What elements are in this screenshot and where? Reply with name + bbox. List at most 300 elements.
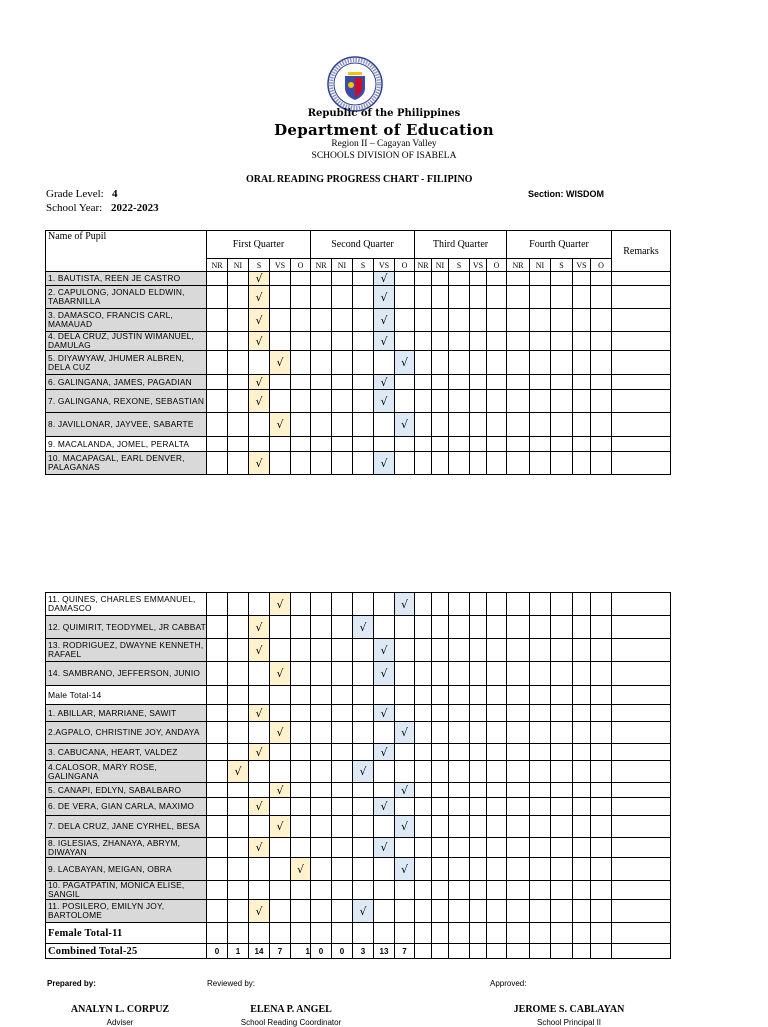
level-cell: [507, 639, 530, 662]
level-cell: [395, 744, 415, 761]
total-value: [591, 944, 612, 959]
level-cell: [332, 375, 353, 390]
level-cell: [207, 686, 228, 705]
check-mark: √: [228, 761, 249, 783]
level-cell: [207, 286, 228, 309]
check-mark: √: [270, 593, 291, 616]
level-cell: [530, 705, 551, 722]
level-cell: [395, 616, 415, 639]
check-mark: √: [270, 816, 291, 838]
level-cell: [507, 686, 530, 705]
level-cell: [374, 761, 395, 783]
level-cell: [449, 881, 470, 900]
level-cell: [249, 686, 270, 705]
pupil-name: 8. JAVILLONAR, JAYVEE, SABARTE: [46, 413, 207, 437]
level-cell: [507, 272, 530, 286]
remarks-cell: [612, 452, 671, 475]
table-row: [46, 413, 671, 437]
total-value: [487, 944, 507, 959]
check-mark: √: [270, 722, 291, 744]
level-cell: [395, 881, 415, 900]
level-cell: [591, 900, 612, 923]
level-cell: [432, 744, 449, 761]
level-cell: [591, 881, 612, 900]
table-row: [46, 286, 671, 309]
level-cell: [487, 639, 507, 662]
level-cell: [432, 798, 449, 816]
level-cell: [311, 816, 332, 838]
level-cell: [507, 309, 530, 332]
level-cell: [449, 900, 470, 923]
level-cell: [507, 783, 530, 798]
remarks-cell: [612, 705, 671, 722]
level-cell: [530, 816, 551, 838]
remarks-cell: [612, 722, 671, 744]
check-mark: √: [374, 639, 395, 662]
level-cell: [415, 858, 432, 881]
level-cell: [449, 616, 470, 639]
pupil-name: 11. QUINES, CHARLES EMMANUEL, DAMASCO: [46, 593, 207, 616]
level-cell: [487, 783, 507, 798]
level-cell: [591, 639, 612, 662]
table-row: [46, 686, 671, 705]
pupil-name: 8. IGLESIAS, ZHANAYA, ABRYM, DIWAYAN: [46, 838, 207, 858]
check-mark: √: [270, 351, 291, 375]
level-cell: [353, 798, 374, 816]
level-cell: [249, 816, 270, 838]
level-cell: [332, 705, 353, 722]
check-mark: √: [374, 390, 395, 413]
level-cell: [591, 452, 612, 475]
level-cell: [449, 272, 470, 286]
level-cell: [551, 639, 573, 662]
level-cell: [487, 272, 507, 286]
remarks-cell: [612, 413, 671, 437]
level-cell: [311, 798, 332, 816]
check-mark: √: [249, 639, 270, 662]
level-cell: [228, 593, 249, 616]
level-cell: [270, 639, 291, 662]
level-cell: [353, 705, 374, 722]
level-cell: [353, 783, 374, 798]
level-cell: [207, 593, 228, 616]
level-cell: [487, 413, 507, 437]
level-cell: [270, 437, 291, 452]
level-cell: [432, 923, 449, 944]
level-cell: [591, 705, 612, 722]
prepared-name: ANALYN L. CORPUZ: [70, 1004, 170, 1015]
level-cell: [415, 452, 432, 475]
level-cell: [207, 272, 228, 286]
level-cell: [573, 390, 591, 413]
remarks-cell: [612, 838, 671, 858]
level-cell: [573, 838, 591, 858]
level-cell: [332, 452, 353, 475]
level-cell: [374, 437, 395, 452]
level-cell: [507, 390, 530, 413]
check-mark: √: [374, 375, 395, 390]
level-cell: [353, 838, 374, 858]
remarks-cell: [612, 761, 671, 783]
level-cell: [207, 390, 228, 413]
pupil-name: 1. BAUTISTA, REEN JE CASTRO: [46, 272, 207, 286]
level-header: NR: [507, 259, 530, 272]
school-year-label: School Year:: [46, 202, 103, 214]
level-cell: [353, 662, 374, 686]
level-cell: [249, 881, 270, 900]
remarks-cell: [612, 662, 671, 686]
level-cell: [395, 437, 415, 452]
level-cell: [415, 923, 432, 944]
level-cell: [507, 858, 530, 881]
table-row: [46, 616, 671, 639]
level-cell: [207, 816, 228, 838]
table-row: [46, 744, 671, 761]
level-cell: [374, 351, 395, 375]
level-cell: [507, 816, 530, 838]
level-cell: [332, 593, 353, 616]
level-cell: [573, 881, 591, 900]
level-cell: [207, 744, 228, 761]
level-cell: [395, 923, 415, 944]
department-line: Department of Education: [274, 121, 494, 139]
level-cell: [374, 593, 395, 616]
check-mark: √: [395, 816, 415, 838]
table-row: [46, 798, 671, 816]
level-cell: [291, 286, 311, 309]
check-mark: √: [374, 332, 395, 351]
table-row: [46, 332, 671, 351]
level-cell: [591, 437, 612, 452]
division-line: SCHOOLS DIVISION OF ISABELA: [311, 151, 457, 161]
level-cell: [551, 390, 573, 413]
level-cell: [374, 900, 395, 923]
pupil-name: 14. SAMBRANO, JEFFERSON, JUNIO: [46, 662, 207, 686]
level-cell: [353, 452, 374, 475]
level-header: NI: [228, 259, 249, 272]
level-cell: [530, 351, 551, 375]
level-header: VS: [573, 259, 591, 272]
check-mark: √: [270, 413, 291, 437]
level-cell: [374, 722, 395, 744]
level-cell: [207, 309, 228, 332]
level-cell: [249, 351, 270, 375]
level-cell: [228, 923, 249, 944]
level-cell: [530, 375, 551, 390]
level-cell: [591, 272, 612, 286]
level-cell: [507, 744, 530, 761]
section-info: [528, 189, 604, 199]
level-cell: [207, 437, 228, 452]
level-cell: [591, 616, 612, 639]
level-cell: [551, 375, 573, 390]
level-cell: [487, 705, 507, 722]
level-cell: [332, 838, 353, 858]
level-cell: [449, 923, 470, 944]
check-mark: √: [249, 286, 270, 309]
combined-total: Combined Total-25: [46, 944, 207, 959]
level-cell: [507, 761, 530, 783]
level-cell: [415, 783, 432, 798]
level-cell: [228, 437, 249, 452]
grade-level-value: 4: [112, 188, 118, 200]
level-cell: [507, 881, 530, 900]
level-cell: [551, 923, 573, 944]
level-cell: [573, 783, 591, 798]
level-cell: [573, 437, 591, 452]
level-cell: [573, 413, 591, 437]
level-cell: [470, 332, 487, 351]
level-cell: [207, 332, 228, 351]
remarks-cell: [612, 437, 671, 452]
level-cell: [507, 616, 530, 639]
level-cell: [432, 309, 449, 332]
level-cell: [207, 351, 228, 375]
level-cell: [270, 309, 291, 332]
level-cell: [228, 351, 249, 375]
level-cell: [353, 923, 374, 944]
level-cell: [332, 390, 353, 413]
level-cell: [374, 923, 395, 944]
level-cell: [270, 390, 291, 413]
level-cell: [415, 413, 432, 437]
level-header: O: [395, 259, 415, 272]
level-cell: [551, 858, 573, 881]
level-cell: [487, 662, 507, 686]
level-cell: [470, 761, 487, 783]
level-cell: [291, 881, 311, 900]
level-cell: [449, 286, 470, 309]
level-cell: [311, 593, 332, 616]
check-mark: √: [249, 838, 270, 858]
level-cell: [432, 639, 449, 662]
level-cell: [507, 838, 530, 858]
check-mark: √: [374, 309, 395, 332]
level-cell: [270, 272, 291, 286]
table-row: [46, 390, 671, 413]
level-cell: [228, 639, 249, 662]
level-cell: [228, 838, 249, 858]
level-cell: [228, 686, 249, 705]
level-cell: [291, 332, 311, 351]
table-row: [46, 783, 671, 798]
level-cell: [353, 437, 374, 452]
level-cell: [487, 686, 507, 705]
level-cell: [332, 662, 353, 686]
level-cell: [470, 900, 487, 923]
check-mark: √: [249, 900, 270, 923]
check-mark: √: [374, 798, 395, 816]
pupil-name: 1. ABILLAR, MARRIANE, SAWIT: [46, 705, 207, 722]
republic-line: Republic of the Philippines: [307, 108, 461, 119]
level-cell: [291, 816, 311, 838]
level-cell: [311, 923, 332, 944]
level-cell: [470, 858, 487, 881]
level-cell: [449, 662, 470, 686]
level-cell: [470, 437, 487, 452]
level-cell: [249, 437, 270, 452]
level-cell: [415, 375, 432, 390]
level-header: S: [353, 259, 374, 272]
level-cell: [270, 858, 291, 881]
level-cell: [353, 272, 374, 286]
level-cell: [207, 375, 228, 390]
level-cell: [332, 900, 353, 923]
level-cell: [573, 744, 591, 761]
level-cell: [415, 761, 432, 783]
level-cell: [573, 722, 591, 744]
level-cell: [291, 722, 311, 744]
quarter-header: Third Quarter: [415, 231, 507, 259]
level-cell: [487, 838, 507, 858]
total-value: [507, 944, 530, 959]
level-cell: [332, 923, 353, 944]
remarks-cell: [612, 858, 671, 881]
check-mark: √: [249, 705, 270, 722]
remarks-cell: [612, 639, 671, 662]
pupil-name: 11. POSILERO, EMILYN JOY, BARTOLOME: [46, 900, 207, 923]
check-mark: √: [374, 705, 395, 722]
table-row: [46, 662, 671, 686]
level-cell: [228, 452, 249, 475]
level-cell: [487, 452, 507, 475]
level-header: O: [591, 259, 612, 272]
level-cell: [311, 662, 332, 686]
pupil-name: 4. DELA CRUZ, JUSTIN WIMANUEL, DAMULAG: [46, 332, 207, 351]
level-cell: [291, 900, 311, 923]
check-mark: √: [291, 858, 311, 881]
level-cell: [573, 900, 591, 923]
level-cell: [332, 309, 353, 332]
level-cell: [530, 783, 551, 798]
level-cell: [207, 722, 228, 744]
level-cell: [353, 332, 374, 351]
table-row: [46, 639, 671, 662]
level-cell: [415, 616, 432, 639]
level-cell: [207, 639, 228, 662]
pupil-name: 2. CAPULONG, JONALD ELDWIN, TABARNILLA: [46, 286, 207, 309]
level-cell: [432, 593, 449, 616]
level-cell: [551, 705, 573, 722]
level-cell: [507, 351, 530, 375]
level-cell: [228, 662, 249, 686]
level-cell: [551, 351, 573, 375]
level-cell: [487, 798, 507, 816]
level-cell: [207, 838, 228, 858]
level-cell: [591, 413, 612, 437]
pupil-name: 3. DAMASCO, FRANCIS CARL, MAMAUAD: [46, 309, 207, 332]
level-cell: [530, 722, 551, 744]
level-cell: [270, 838, 291, 858]
level-header: VS: [270, 259, 291, 272]
level-cell: [470, 616, 487, 639]
level-cell: [449, 838, 470, 858]
level-header: NR: [415, 259, 432, 272]
level-cell: [551, 272, 573, 286]
level-cell: [374, 413, 395, 437]
level-cell: [591, 390, 612, 413]
level-cell: [470, 798, 487, 816]
level-cell: [591, 686, 612, 705]
level-cell: [332, 798, 353, 816]
remarks-cell: [612, 744, 671, 761]
table-row: [46, 351, 671, 375]
level-cell: [395, 686, 415, 705]
level-cell: [395, 286, 415, 309]
level-cell: [530, 452, 551, 475]
level-cell: [415, 722, 432, 744]
level-cell: [270, 881, 291, 900]
level-cell: [249, 413, 270, 437]
level-cell: [507, 286, 530, 309]
level-cell: [573, 375, 591, 390]
level-cell: [449, 783, 470, 798]
level-cell: [530, 900, 551, 923]
level-cell: [270, 761, 291, 783]
level-cell: [332, 744, 353, 761]
level-cell: [470, 783, 487, 798]
level-cell: [507, 923, 530, 944]
level-cell: [291, 413, 311, 437]
check-mark: √: [270, 662, 291, 686]
level-cell: [395, 452, 415, 475]
level-cell: [374, 881, 395, 900]
level-cell: [551, 452, 573, 475]
level-cell: [415, 662, 432, 686]
table-row: [46, 816, 671, 838]
level-cell: [449, 309, 470, 332]
check-mark: √: [249, 616, 270, 639]
table-row: [46, 722, 671, 744]
level-cell: [551, 798, 573, 816]
total-value: [432, 944, 449, 959]
level-cell: [432, 332, 449, 351]
table-row: [46, 272, 671, 286]
progress-table-page1: [45, 230, 671, 475]
level-cell: [487, 351, 507, 375]
remarks-cell: [612, 375, 671, 390]
level-cell: [395, 332, 415, 351]
level-cell: [591, 798, 612, 816]
table-row: [46, 900, 671, 923]
level-cell: [374, 783, 395, 798]
level-cell: [432, 272, 449, 286]
level-cell: [228, 705, 249, 722]
level-cell: [228, 616, 249, 639]
level-cell: [395, 309, 415, 332]
level-cell: [449, 761, 470, 783]
level-cell: [228, 413, 249, 437]
level-cell: [374, 686, 395, 705]
level-cell: [573, 686, 591, 705]
pupil-name: 12. QUIMIRIT, TEODYMEL, JR CABBAT: [46, 616, 207, 639]
level-cell: [432, 881, 449, 900]
quarter-header: First Quarter: [207, 231, 311, 259]
name-of-pupil-header: Name of Pupil: [46, 231, 207, 272]
level-cell: [207, 900, 228, 923]
level-header: NI: [530, 259, 551, 272]
level-cell: [332, 272, 353, 286]
approved-name: JEROME S. CABLAYAN: [513, 1004, 625, 1015]
remarks-cell: [612, 616, 671, 639]
level-cell: [470, 722, 487, 744]
level-cell: [530, 798, 551, 816]
progress-table-page2: [45, 592, 671, 959]
table-row: [46, 452, 671, 475]
level-cell: [551, 662, 573, 686]
level-cell: [591, 744, 612, 761]
level-cell: [311, 375, 332, 390]
